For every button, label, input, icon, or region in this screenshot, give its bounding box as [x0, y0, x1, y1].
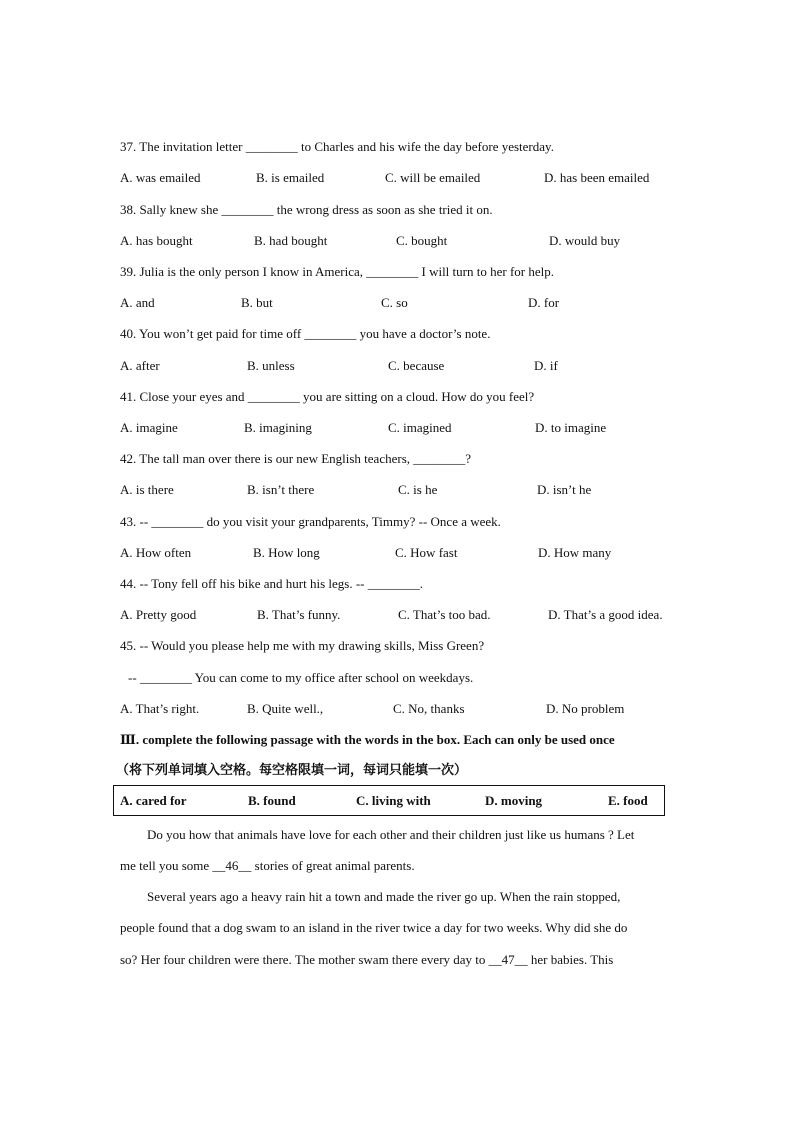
- q43-option-a: A. How often: [120, 545, 192, 560]
- q39-option-a: A. and: [120, 295, 155, 310]
- word-box-item-e: E. food: [608, 793, 648, 808]
- passage-line-5: so? Her four children were there. The mother swam there every day to __47__ her babies. This: [120, 952, 614, 967]
- q41-option-c: C. imagined: [388, 420, 452, 435]
- q43-option-d: D. How many: [538, 545, 612, 560]
- q45-option-a: A. That’s right.: [120, 701, 200, 716]
- q39-option-d: D. for: [528, 295, 560, 310]
- q42-option-d: D. isn’t he: [537, 482, 592, 497]
- word-box: [113, 785, 665, 816]
- q41-option-a: A. imagine: [120, 420, 178, 435]
- question-40-stem: 40. You won’t get paid for time off ________ you have a doctor’s note.: [120, 326, 491, 341]
- q38-option-a: A. has bought: [120, 233, 193, 248]
- question-41-stem: 41. Close your eyes and ________ you are sitting on a cloud. How do you feel?: [120, 389, 535, 404]
- question-42-stem: 42. The tall man over there is our new English teachers, ________?: [120, 451, 472, 466]
- q45-option-c: C. No, thanks: [393, 701, 465, 716]
- question-37-stem: 37. The invitation letter ________ to Charles and his wife the day before yesterday.: [120, 139, 554, 154]
- question-45-stem: 45. -- Would you please help me with my drawing skills, Miss Green?: [120, 638, 485, 653]
- q39-option-b: B. but: [241, 295, 273, 310]
- q41-option-d: D. to imagine: [535, 420, 607, 435]
- q44-option-d: D. That’s a good idea.: [548, 607, 663, 622]
- q42-option-a: A. is there: [120, 482, 174, 497]
- q42-option-b: B. isn’t there: [247, 482, 315, 497]
- q43-option-b: B. How long: [253, 545, 320, 560]
- q40-option-b: B. unless: [247, 358, 295, 373]
- q38-option-d: D. would buy: [549, 233, 621, 248]
- q45-option-b: B. Quite well.,: [247, 701, 324, 716]
- question-45-reply: -- ________ You can come to my office after school on weekdays.: [128, 670, 474, 685]
- passage-line-3: Several years ago a heavy rain hit a town and made the river go up. When the rain stopped,: [147, 889, 621, 904]
- q38-option-c: C. bought: [396, 233, 448, 248]
- q44-option-c: C. That’s too bad.: [398, 607, 491, 622]
- word-box-item-c: C. living with: [356, 793, 431, 808]
- question-44-stem: 44. -- Tony fell off his bike and hurt his legs. -- ________.: [120, 576, 423, 591]
- section-3-title: Ⅲ. complete the following passage with the words in the box. Each can only be used once: [120, 732, 615, 747]
- q45-option-d: D. No problem: [546, 701, 625, 716]
- question-43-stem: 43. -- ________ do you visit your grandparents, Timmy? -- Once a week.: [120, 514, 501, 529]
- passage-line-4: people found that a dog swam to an island in the river twice a day for two weeks. Why did she do: [120, 920, 628, 935]
- q44-option-b: B. That’s funny.: [257, 607, 341, 622]
- q40-option-d: D. if: [534, 358, 558, 373]
- q39-option-c: C. so: [381, 295, 408, 310]
- q38-option-b: B. had bought: [254, 233, 328, 248]
- q37-option-b: B. is emailed: [256, 170, 325, 185]
- q43-option-c: C. How fast: [395, 545, 458, 560]
- q42-option-c: C. is he: [398, 482, 438, 497]
- q40-option-a: A. after: [120, 358, 160, 373]
- q37-option-d: D. has been emailed: [544, 170, 650, 185]
- word-box-item-b: B. found: [248, 793, 296, 808]
- q40-option-c: C. because: [388, 358, 445, 373]
- word-box-item-d: D. moving: [485, 793, 543, 808]
- q37-option-a: A. was emailed: [120, 170, 201, 185]
- word-box-item-a: A. cared for: [120, 793, 187, 808]
- q41-option-b: B. imagining: [244, 420, 312, 435]
- q44-option-a: A. Pretty good: [120, 607, 197, 622]
- section-3-instruction-cn: （将下列单词填入空格。每空格限填一词，每词只能填一次）: [116, 763, 468, 778]
- passage-line-2: me tell you some __46__ stories of great animal parents.: [120, 858, 415, 873]
- question-38-stem: 38. Sally knew she ________ the wrong dress as soon as she tried it on.: [120, 202, 493, 217]
- question-39-stem: 39. Julia is the only person I know in America, ________ I will turn to her for help.: [120, 264, 554, 279]
- passage-line-1: Do you how that animals have love for each other and their children just like us humans ? Let: [147, 827, 635, 842]
- q37-option-c: C. will be emailed: [385, 170, 481, 185]
